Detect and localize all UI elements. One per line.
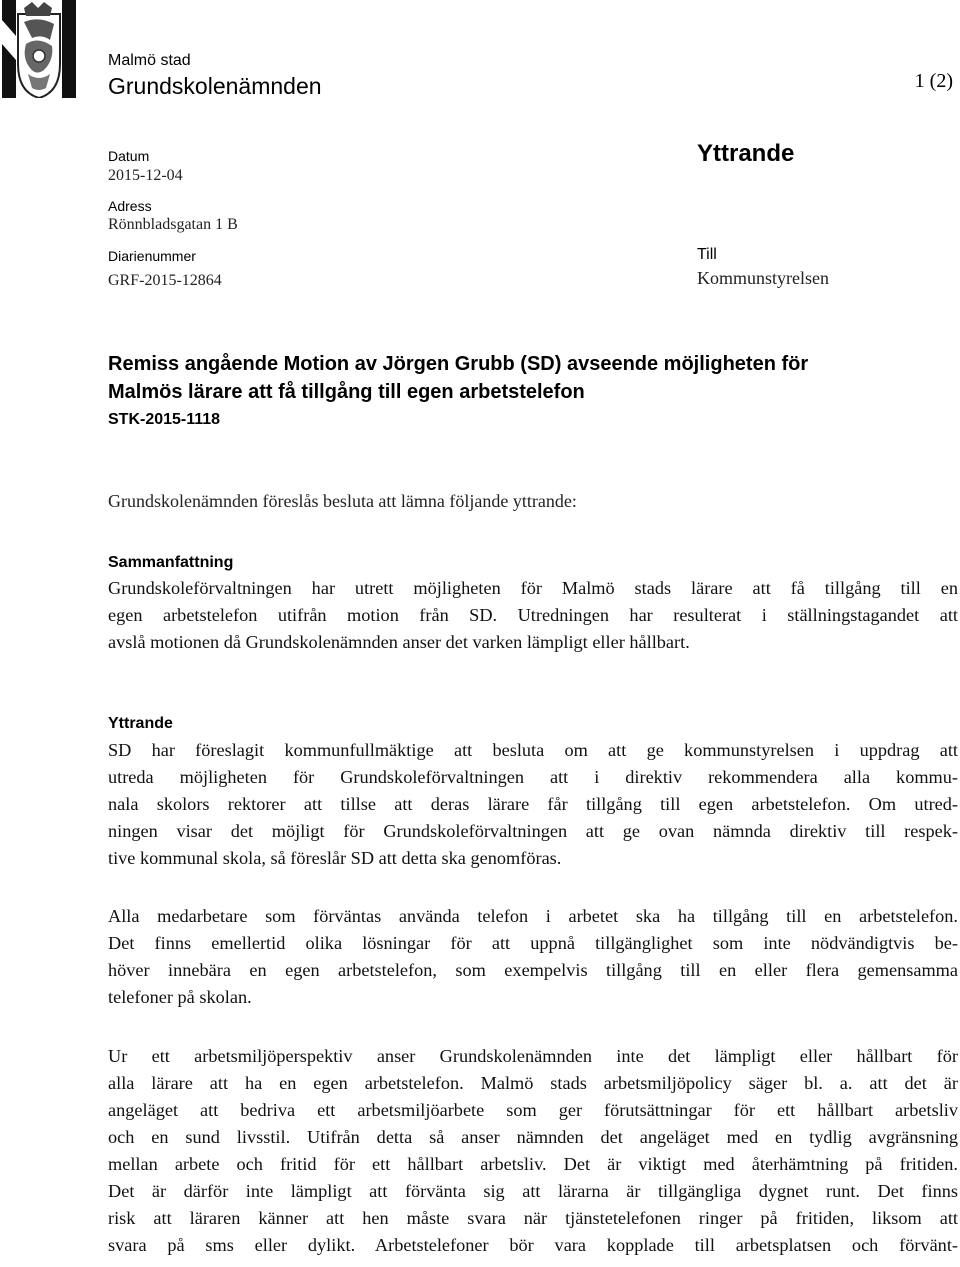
text-line: och en sund livsstil. Utifrån detta så anser nämnden det angeläget med en tydlig avgränsning: [108, 1127, 958, 1147]
text-line: Ur ett arbetsmiljöperspektiv anser Grundskolenämnden inte det lämpligt eller hållbart för: [108, 1046, 958, 1066]
text-line: Det är därför inte lämpligt att förvänta sig att lärarna är tillgängliga dygnet runt. Det finns: [108, 1181, 958, 1201]
page-number: 1 (2): [914, 70, 953, 92]
document-title: [108, 350, 958, 406]
organization-name: Malmö stad: [108, 52, 191, 69]
summary-paragraph: [108, 575, 958, 656]
proposal-text: Grundskolenämnden föreslås besluta att lämna följande yttrande:: [108, 491, 577, 511]
statement-heading: Yttrande: [108, 715, 173, 732]
text-line: egen arbetstelefon utifrån motion från SD. Utredningen har resulterat i ställningstagandet att: [108, 605, 958, 625]
text-line: höver innebära en egen arbetstelefon, som exempelvis tillgång till en eller flera gemensamma: [108, 960, 958, 980]
statement-paragraph-1: [108, 737, 958, 872]
text-line: utreda möjligheten för Grundskoleförvaltningen att i direktiv rekommendera alla kommu-: [108, 767, 958, 787]
title-line: Remiss angående Motion av Jörgen Grubb (SD) avseende möjligheten för: [108, 353, 809, 375]
title-line: Malmös lärare att få tillgång till egen arbetstelefon: [108, 381, 585, 403]
text-line: angeläget att bedriva ett arbetsmiljöarbete som ger förutsättningar för ett hållbart arbetsliv: [108, 1100, 958, 1120]
document-type: Yttrande: [697, 140, 795, 167]
text-line: SD har föreslagit kommunfullmäktige att besluta om att ge kommunstyrelsen i uppdrag att: [108, 740, 958, 760]
committee-name: Grundskolenämnden: [108, 73, 322, 99]
text-line: Alla medarbetare som förväntas använda telefon i arbetet ska ha tillgång till en arbetstelefon.: [108, 906, 958, 926]
address-value: Rönnbladsgatan 1 B: [108, 216, 238, 233]
diary-number-label: Diarienummer: [108, 248, 196, 264]
date-value: 2015-12-04: [108, 167, 183, 184]
text-line: telefoner på skolan.: [108, 987, 252, 1007]
text-line: risk att läraren känner att hen måste svara när tjänstetelefonen ringer på fritiden, liksom att: [108, 1208, 958, 1228]
diary-number-value: GRF-2015-12864: [108, 272, 222, 289]
summary-heading: Sammanfattning: [108, 554, 234, 571]
recipient-value: Kommunstyrelsen: [697, 268, 829, 288]
statement-paragraph-3: [108, 1043, 958, 1259]
text-line: Det finns emellertid olika lösningar för att uppnå tillgänglighet som inte nödvändigtvis be-: [108, 933, 958, 953]
date-label: Datum: [108, 148, 150, 164]
text-line: tive kommunal skola, så föreslår SD att detta ska genomföras.: [108, 848, 562, 868]
text-line: nala skolors rektorer att tillse att deras lärare får tillgång till egen arbetstelefon. Om utred-: [108, 794, 958, 814]
text-line: mellan arbete och fritid för ett hållbart arbetsliv. Det är viktigt med återhämtning på fritiden.: [108, 1154, 958, 1174]
statement-paragraph-2: [108, 903, 958, 1011]
text-line: Grundskoleförvaltningen har utrett möjligheten för Malmö stads lärare att få tillgång till en: [108, 578, 958, 598]
recipient-label: Till: [697, 246, 717, 263]
address-label: Adress: [108, 198, 152, 214]
text-line: svara på sms eller dylikt. Arbetstelefoner bör vara kopplade till arbetsplatsen och förvänt-: [108, 1235, 958, 1255]
text-line: avslå motionen då Grundskolenämnden anser det varken lämpligt eller hållbart.: [108, 632, 690, 652]
malmo-logo: [2, 0, 76, 98]
reference-number: STK-2015-1118: [108, 411, 221, 428]
text-line: ningen visar det möjligt för Grundskoleförvaltningen att ge ovan nämnda direktiv till respek-: [108, 821, 958, 841]
text-line: alla lärare att ha en egen arbetstelefon. Malmö stads arbetsmiljöpolicy säger bl. a. att det är: [108, 1073, 958, 1093]
